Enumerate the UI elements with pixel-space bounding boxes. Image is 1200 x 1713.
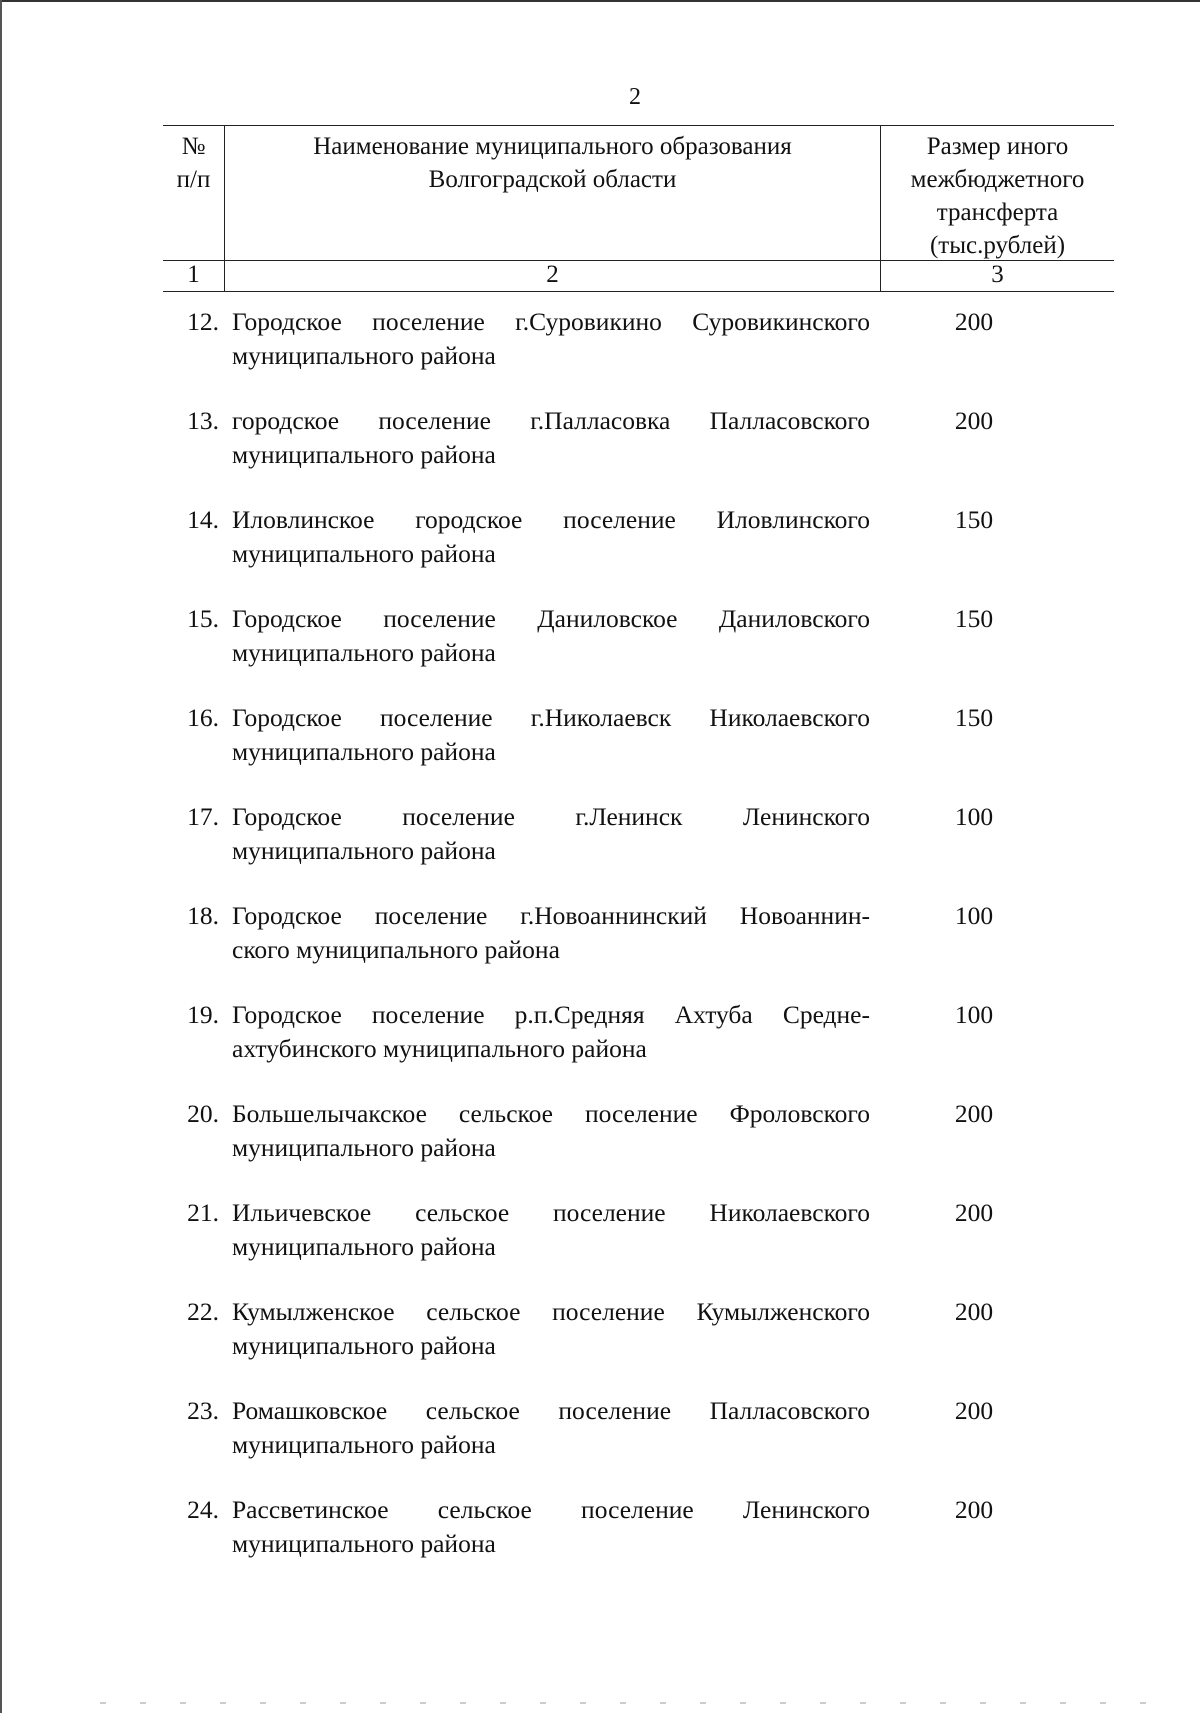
row-number: 18. [187, 901, 219, 930]
transfer-amount: 150 [954, 604, 994, 633]
header-number-line: п/п [176, 166, 211, 193]
header-cell-number [163, 126, 225, 260]
column-number: 3 [991, 261, 1004, 288]
municipality-name-line: Городское поселение г.Николаевск Николаевского [232, 703, 870, 732]
table-row [163, 305, 1114, 404]
table-row [163, 1493, 1114, 1592]
row-number: 23. [187, 1396, 219, 1425]
municipality-name [232, 800, 870, 899]
municipality-name-line: муниципального района [232, 539, 496, 568]
transfer-amount: 100 [954, 1000, 994, 1029]
row-number: 12. [187, 307, 219, 336]
page-number: 2 [629, 84, 641, 110]
table-row [163, 701, 1114, 800]
municipality-name-line: Городское поселение г.Ленинск Ленинского [232, 802, 870, 831]
scan-noise [100, 1702, 1160, 1704]
table-header [163, 125, 1114, 292]
municipality-name [232, 404, 870, 503]
municipality-name-line: Городское поселение Даниловское Даниловского [232, 604, 870, 633]
municipality-name-line: муниципального района [232, 638, 496, 667]
transfer-amount: 200 [954, 1198, 994, 1227]
row-number: 20. [187, 1099, 219, 1128]
row-number: 14. [187, 505, 219, 534]
table-row [163, 602, 1114, 701]
municipality-name [232, 998, 870, 1097]
transfer-amount: 200 [954, 307, 994, 336]
municipality-name [232, 305, 870, 404]
municipality-name [232, 1493, 870, 1592]
table-row [163, 1097, 1114, 1196]
table-row [163, 899, 1114, 998]
row-number: 22. [187, 1297, 219, 1326]
municipality-name-line: Рассветинское сельское поселение Ленинского [232, 1495, 870, 1524]
header-cell-name [225, 126, 881, 260]
transfer-amount: 200 [954, 1297, 994, 1326]
scan-edge-top [0, 0, 1200, 2]
municipality-name-line: муниципального района [232, 440, 496, 469]
municipality-name-line: ского муниципального района [232, 935, 560, 964]
municipality-name-line: ахтубинского муниципального района [232, 1034, 647, 1063]
municipality-name-line: муниципального района [232, 836, 496, 865]
municipality-name-line: городское поселение г.Палласовка Палласовского [232, 406, 870, 435]
municipality-name [232, 701, 870, 800]
municipality-name-line: муниципального района [232, 1430, 496, 1459]
municipality-name-line: Ильичевское сельское поселение Николаевского [232, 1198, 870, 1227]
municipality-name-line: Городское поселение г.Новоаннинский Новоаннин- [232, 901, 870, 930]
column-number: 2 [225, 261, 881, 291]
column-number-row [163, 260, 1114, 291]
municipality-name-line: муниципального района [232, 1133, 496, 1162]
transfer-amount: 200 [954, 406, 994, 435]
municipality-name-line: Кумылженское сельское поселение Кумылженского [232, 1297, 870, 1326]
municipality-name-line: муниципального района [232, 737, 496, 766]
municipality-name [232, 1394, 870, 1493]
row-number: 17. [187, 802, 219, 831]
municipality-name-line: Городское поселение р.п.Средняя Ахтуба Средне- [232, 1000, 870, 1029]
header-number-line: № [181, 133, 206, 160]
municipality-name [232, 503, 870, 602]
table-row [163, 503, 1114, 602]
municipality-name-line: Большелычакское сельское поселение Фроловского [232, 1099, 870, 1128]
municipality-name-line: Ромашковское сельское поселение Палласовского [232, 1396, 870, 1425]
transfer-amount: 150 [954, 505, 994, 534]
row-number: 21. [187, 1198, 219, 1227]
header-cell-amount [881, 126, 1114, 260]
municipality-name [232, 602, 870, 701]
table-body [163, 305, 1114, 1592]
table-row [163, 1295, 1114, 1394]
scan-edge-left [0, 0, 2, 1713]
table-row [163, 1196, 1114, 1295]
column-number: 1 [163, 261, 225, 291]
row-number: 15. [187, 604, 219, 633]
transfer-amount: 150 [954, 703, 994, 732]
municipality-name-line: муниципального района [232, 1232, 496, 1261]
header-amount-line: межбюджетного [910, 166, 1085, 193]
header-name-line: Наименование муниципального образования [313, 133, 792, 160]
transfer-amount: 100 [954, 802, 994, 831]
table-row [163, 998, 1114, 1097]
municipality-name-line: муниципального района [232, 341, 496, 370]
table-row [163, 1394, 1114, 1493]
row-number: 19. [187, 1000, 219, 1029]
municipality-name [232, 1097, 870, 1196]
transfer-amount: 200 [954, 1099, 994, 1128]
municipality-name-line: Иловлинское городское поселение Иловлинского [232, 505, 870, 534]
row-number: 24. [187, 1495, 219, 1524]
transfer-amount: 100 [954, 901, 994, 930]
transfer-amount: 200 [954, 1396, 994, 1425]
municipality-name-line: муниципального района [232, 1529, 496, 1558]
header-name-line: Волгоградской области [428, 166, 677, 193]
table-row [163, 404, 1114, 503]
header-amount-line: (тыс.рублей) [929, 232, 1066, 259]
header-amount-line: трансферта [936, 199, 1059, 226]
transfer-amount: 200 [954, 1495, 994, 1524]
municipality-name-line: Городское поселение г.Суровикино Суровикинского [232, 307, 870, 336]
row-number: 13. [187, 406, 219, 435]
municipality-name [232, 1295, 870, 1394]
municipality-name [232, 1196, 870, 1295]
municipality-name [232, 899, 870, 998]
row-number: 16. [187, 703, 219, 732]
municipality-name-line: муниципального района [232, 1331, 496, 1360]
table-header-row [163, 126, 1114, 260]
table-row [163, 800, 1114, 899]
header-amount-line: Размер иного [926, 133, 1069, 160]
